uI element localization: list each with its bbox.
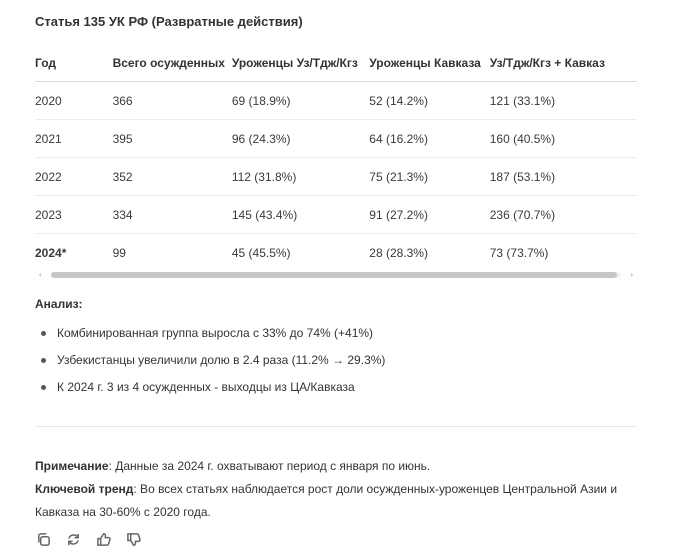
- response-title: Статья 135 УК РФ (Развратные действия): [35, 14, 303, 29]
- analysis-list: [35, 320, 385, 401]
- table-cell: 145 (43.4%): [232, 196, 369, 234]
- table-cell: 64 (16.2%): [369, 120, 489, 158]
- list-item-text: Узбекистанцы увеличили долю в 2.4 раза (11.2% → 29.3%): [57, 353, 386, 367]
- thumbs-down-button[interactable]: [125, 531, 141, 547]
- message-actions: [35, 531, 141, 547]
- scrollbar-thumb[interactable]: [51, 272, 617, 278]
- table-cell: 28 (28.3%): [369, 245, 428, 260]
- table-cell: 2020: [35, 82, 113, 120]
- table-cell: 121 (33.1%): [490, 82, 637, 120]
- table-cell: 2024*: [35, 245, 67, 260]
- table-cell: 52 (14.2%): [369, 82, 489, 120]
- thumbs-up-icon: [96, 532, 111, 547]
- scrollbar-track[interactable]: [51, 272, 621, 278]
- list-item-text: К 2024 г. 3 из 4 осужденных - выходцы из ЦА/Кавказа: [57, 380, 355, 394]
- table-cell: 160 (40.5%): [490, 120, 637, 158]
- table-cell: 96 (24.3%): [232, 120, 369, 158]
- note-label: Примечание: [35, 459, 109, 473]
- table-cell: 2022: [35, 158, 113, 196]
- list-item: [35, 320, 385, 347]
- table-cell: 2023: [35, 196, 113, 234]
- copy-button[interactable]: [35, 531, 51, 547]
- trend-text: : Во всех статьях наблюдается рост доли осужденных-уроженцев Центральной Азии и Кавказа на 30-60% с 2020 года.: [35, 482, 618, 519]
- copy-icon: [36, 532, 51, 547]
- table-cell: 352: [113, 158, 232, 196]
- list-item-text: Комбинированная группа выросла с 33% до 74% (+41%): [57, 326, 374, 340]
- column-header-year: Год: [35, 44, 113, 82]
- table-row: [35, 196, 637, 234]
- bullet-icon: [41, 358, 46, 363]
- table-row: [35, 234, 637, 272]
- note-line: [35, 455, 640, 478]
- table-cell: 187 (53.1%): [490, 158, 637, 196]
- data-table: [35, 44, 637, 271]
- table-cell: 2021: [35, 120, 113, 158]
- column-header-caucasus: Уроженцы Кавказа: [369, 44, 489, 82]
- list-item: [35, 374, 385, 401]
- table-cell: 69 (18.9%): [232, 82, 369, 120]
- table-cell: 75 (21.3%): [369, 158, 489, 196]
- scroll-left-arrow-icon[interactable]: ‹: [39, 270, 42, 279]
- table-cell: 73 (73.7%): [489, 245, 549, 260]
- table-cell: 395: [113, 120, 232, 158]
- table-cell: 99: [112, 245, 126, 260]
- thumbs-up-button[interactable]: [95, 531, 111, 547]
- regenerate-button[interactable]: [65, 531, 81, 547]
- scroll-right-arrow-icon[interactable]: ›: [630, 270, 633, 279]
- bullet-icon: [41, 385, 46, 390]
- column-header-central-asia: Уроженцы Уз/Тдж/Кгз: [232, 44, 369, 82]
- table-header-row: [35, 44, 637, 82]
- column-header-combined: Уз/Тдж/Кгз + Кавказ: [490, 44, 637, 82]
- notes-block: [35, 455, 640, 524]
- regenerate-icon: [66, 532, 81, 547]
- table-cell: 334: [113, 196, 232, 234]
- table-cell: 91 (27.2%): [369, 196, 489, 234]
- column-header-total: Всего осужденных: [113, 44, 232, 82]
- bullet-icon: [41, 331, 46, 336]
- data-table-container: [35, 44, 637, 276]
- table-cell: 236 (70.7%): [490, 196, 637, 234]
- table-cell: 112 (31.8%): [232, 158, 369, 196]
- horizontal-scrollbar[interactable]: [35, 270, 637, 280]
- table-cell: 45 (45.5%): [231, 245, 291, 260]
- section-divider: [35, 426, 637, 427]
- trend-line: [35, 478, 640, 524]
- thumbs-down-icon: [126, 532, 141, 547]
- table-row: [35, 120, 637, 158]
- trend-label: Ключевой тренд: [35, 482, 134, 496]
- list-item: [35, 347, 385, 374]
- table-row: [35, 82, 637, 120]
- table-cell: 366: [113, 82, 232, 120]
- analysis-heading: Анализ:: [35, 297, 83, 311]
- note-text: : Данные за 2024 г. охватывают период с января по июнь.: [108, 459, 431, 473]
- table-row: [35, 158, 637, 196]
